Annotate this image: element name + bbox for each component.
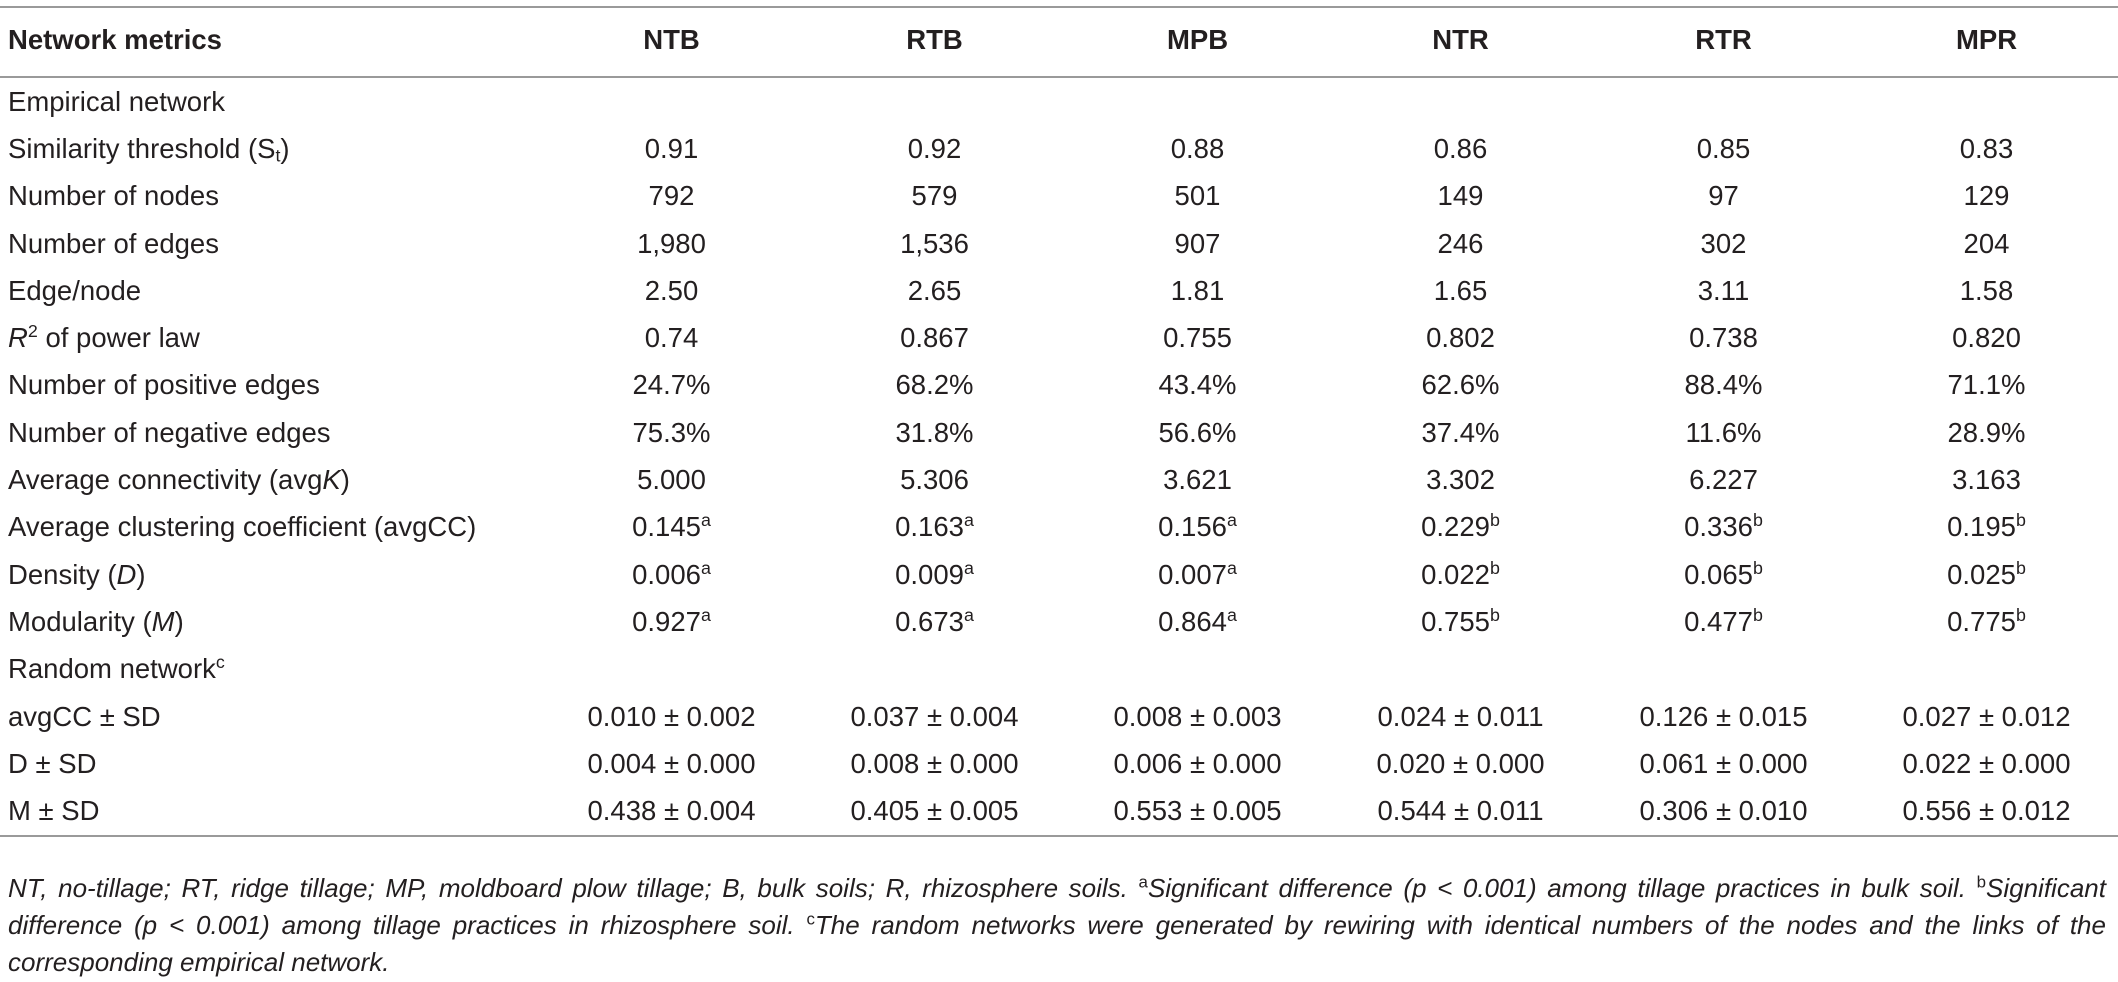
label-text: Similarity threshold (S xyxy=(8,132,276,164)
cell-mpb: 56.6% xyxy=(1158,416,1237,448)
footnote-abbreviations: NT, no-tillage; RT, ridge tillage; MP, moldboard plow tillage; B, bulk soils; R, rhizosphere soils. xyxy=(8,873,1128,903)
cell-rtr: 302 xyxy=(1700,227,1747,259)
cell-rtb: 0.037 ± 0.004 xyxy=(850,700,1019,732)
row-label xyxy=(0,314,540,361)
label-text: Modularity ( xyxy=(8,605,152,637)
row-label: Edge/node xyxy=(8,274,142,306)
section-row-random xyxy=(0,646,2118,693)
header-row xyxy=(0,7,2118,77)
cell-ntr: 0.86 xyxy=(1433,132,1488,164)
cell-ntr xyxy=(1329,504,1592,551)
row-label xyxy=(0,551,540,598)
cell-rtr: 0.738 xyxy=(1689,322,1758,354)
row-label: Number of nodes xyxy=(8,180,219,212)
significance-mark: a xyxy=(963,510,974,531)
cell-rtb: 31.8% xyxy=(895,416,974,448)
significance-mark: a xyxy=(1226,510,1237,531)
cell-ntr: 0.020 ± 0.000 xyxy=(1376,747,1545,779)
cell-value: 0.864 xyxy=(1158,605,1227,637)
cell-rtr: 3.11 xyxy=(1697,274,1750,306)
row-label: Average clustering coefficient (avgCC) xyxy=(8,511,477,543)
row-label: Number of edges xyxy=(8,227,219,259)
row-label: Number of positive edges xyxy=(8,369,320,401)
header-rtr: RTR xyxy=(1592,7,1855,77)
header-rtb: RTB xyxy=(803,7,1066,77)
label-italic: R xyxy=(8,322,28,354)
section-row-empirical xyxy=(0,77,2118,125)
cell-rtb: 579 xyxy=(911,180,958,212)
cell-ntb: 0.438 ± 0.004 xyxy=(540,787,803,835)
cell-value: 0.195 xyxy=(1947,511,2016,543)
cell-rtr xyxy=(1592,598,1855,645)
cell-value: 0.007 xyxy=(1158,558,1227,590)
cell-ntr xyxy=(1329,598,1592,645)
label-text: ) xyxy=(340,464,350,496)
cell-mpr xyxy=(1855,504,2118,551)
header-ntb: NTB xyxy=(540,7,803,77)
cell-ntr: 37.4% xyxy=(1421,416,1500,448)
cell-value: 0.065 xyxy=(1684,558,1753,590)
row-r2-power-law xyxy=(0,314,2118,361)
cell-mpr: 0.83 xyxy=(1959,132,2014,164)
cell-rtb xyxy=(803,598,1066,645)
cell-rtr: 0.126 ± 0.015 xyxy=(1639,700,1808,732)
cell-mpr: 129 xyxy=(1963,180,2010,212)
label-subscript: t xyxy=(275,145,281,166)
cell-rtb: 5.306 xyxy=(900,464,969,496)
cell-ntr: 0.024 ± 0.011 xyxy=(1377,700,1544,732)
cell-ntb xyxy=(540,504,803,551)
row-m-sd xyxy=(0,787,2118,835)
cell-value: 0.022 xyxy=(1421,558,1490,590)
cell-mpr: 1.58 xyxy=(1959,274,2014,306)
cell-ntb: 24.7% xyxy=(632,369,711,401)
cell-mpb: 0.553 ± 0.005 xyxy=(1066,787,1329,835)
row-density xyxy=(0,551,2118,598)
cell-rtb: 0.405 ± 0.005 xyxy=(803,787,1066,835)
cell-mpr: 28.9% xyxy=(1947,416,2026,448)
cell-rtr: 0.85 xyxy=(1696,132,1751,164)
label-text: Average connectivity (avg xyxy=(8,464,323,496)
cell-ntb: 1,980 xyxy=(637,227,706,259)
label-italic: K xyxy=(322,464,341,496)
cell-rtr: 6.227 xyxy=(1689,464,1758,496)
cell-rtb xyxy=(803,504,1066,551)
cell-mpr: 3.163 xyxy=(1952,464,2021,496)
label-text: ) xyxy=(280,132,290,164)
significance-mark: b xyxy=(1489,510,1500,531)
cell-mpr: 204 xyxy=(1963,227,2010,259)
row-label: Number of negative edges xyxy=(8,416,331,448)
cell-rtb: 68.2% xyxy=(895,369,974,401)
row-avgcc-sd xyxy=(0,693,2118,740)
cell-rtb xyxy=(803,551,1066,598)
cell-ntb: 75.3% xyxy=(632,416,711,448)
row-label xyxy=(0,456,540,503)
row-label: D ± SD xyxy=(8,747,97,779)
cell-mpr xyxy=(1855,598,2118,645)
cell-value: 0.775 xyxy=(1947,605,2016,637)
label-text: ) xyxy=(136,558,146,590)
cell-ntb: 0.91 xyxy=(644,132,699,164)
label-text: Density ( xyxy=(8,558,117,590)
cell-mpb: 0.008 ± 0.003 xyxy=(1113,700,1282,732)
cell-mpb xyxy=(1066,551,1329,598)
label-text: ) xyxy=(174,605,184,637)
cell-ntb: 2.50 xyxy=(644,274,699,306)
label-superscript: 2 xyxy=(27,321,38,342)
cell-value: 0.673 xyxy=(895,605,964,637)
cell-ntr: 3.302 xyxy=(1426,464,1495,496)
significance-mark: b xyxy=(1752,557,1763,578)
label-italic: D xyxy=(116,558,137,590)
cell-ntr: 246 xyxy=(1437,227,1484,259)
row-avg-connectivity xyxy=(0,456,2118,503)
section-label-empirical: Empirical network xyxy=(8,85,226,117)
section-label-text: Random network xyxy=(8,653,216,685)
row-edge-node xyxy=(0,267,2118,314)
cell-ntr: 62.6% xyxy=(1421,369,1500,401)
cell-rtb: 0.867 xyxy=(900,322,969,354)
cell-ntr: 0.802 xyxy=(1426,322,1495,354)
row-d-sd xyxy=(0,740,2118,787)
significance-mark: a xyxy=(1226,557,1237,578)
cell-ntr xyxy=(1329,551,1592,598)
footnote-a-text: Significant difference (p < 0.001) among tillage practices in bulk soil. xyxy=(1147,873,1966,903)
significance-mark: a xyxy=(963,557,974,578)
cell-value: 0.163 xyxy=(895,511,964,543)
cell-value: 0.006 xyxy=(632,558,701,590)
cell-ntb: 5.000 xyxy=(637,464,706,496)
cell-rtb: 1,536 xyxy=(900,227,969,259)
cell-rtr: 97 xyxy=(1708,180,1739,212)
cell-rtr xyxy=(1592,551,1855,598)
cell-rtr: 11.6% xyxy=(1685,416,1762,448)
cell-mpb xyxy=(1066,598,1329,645)
header-mpr: MPR xyxy=(1855,7,2118,77)
cell-value: 0.927 xyxy=(632,605,701,637)
cell-rtb: 2.65 xyxy=(907,274,962,306)
significance-mark: a xyxy=(700,605,711,626)
row-avg-clustering-coefficient xyxy=(0,504,2118,551)
header-mpb: MPB xyxy=(1066,7,1329,77)
cell-value: 0.156 xyxy=(1158,511,1227,543)
footnote-c-text: The random networks were generated by rewiring with identical numbers of the nodes and the links of the corresponding empirical network. xyxy=(8,910,2106,977)
row-negative-edges xyxy=(0,409,2118,456)
significance-mark: b xyxy=(2015,605,2026,626)
significance-mark: b xyxy=(1752,605,1763,626)
row-label xyxy=(0,125,540,172)
cell-mpr: 71.1% xyxy=(1947,369,2026,401)
row-modularity xyxy=(0,598,2118,645)
cell-rtb: 0.92 xyxy=(907,132,962,164)
footnote-b-text: Significant difference (p < 0.001) among tillage practices in rhizosphere soil. xyxy=(8,873,2106,940)
cell-value: 0.025 xyxy=(1947,558,2016,590)
cell-mpb: 907 xyxy=(1174,227,1221,259)
significance-mark: b xyxy=(1489,557,1500,578)
cell-ntr: 0.544 ± 0.011 xyxy=(1329,787,1592,835)
cell-value: 0.229 xyxy=(1421,511,1490,543)
significance-mark: b xyxy=(1489,605,1500,626)
cell-mpb: 3.621 xyxy=(1163,464,1232,496)
cell-ntb xyxy=(540,598,803,645)
label-text: of power law xyxy=(37,322,200,354)
cell-mpb xyxy=(1066,504,1329,551)
network-metrics-table xyxy=(0,6,2118,837)
cell-rtr: 0.061 ± 0.000 xyxy=(1639,747,1808,779)
cell-rtr: 0.306 ± 0.010 xyxy=(1592,787,1855,835)
significance-mark: a xyxy=(1226,605,1237,626)
cell-ntb: 792 xyxy=(648,180,695,212)
header-ntr: NTR xyxy=(1329,7,1592,77)
cell-rtb: 0.008 ± 0.000 xyxy=(850,747,1019,779)
row-label xyxy=(0,598,540,645)
significance-mark: b xyxy=(1752,510,1763,531)
cell-ntb: 0.010 ± 0.002 xyxy=(587,700,756,732)
footnote-mark-a: a xyxy=(1138,872,1148,892)
cell-mpr: 0.022 ± 0.000 xyxy=(1902,747,2071,779)
label-italic: M xyxy=(151,605,175,637)
footnote-mark: c xyxy=(215,652,225,673)
cell-ntb: 0.004 ± 0.000 xyxy=(587,747,756,779)
cell-mpr xyxy=(1855,551,2118,598)
significance-mark: a xyxy=(700,557,711,578)
cell-rtr: 88.4% xyxy=(1684,369,1763,401)
cell-ntb xyxy=(540,551,803,598)
row-number-of-nodes xyxy=(0,173,2118,220)
cell-mpb: 0.755 xyxy=(1163,322,1232,354)
cell-value: 0.009 xyxy=(895,558,964,590)
cell-mpb: 0.006 ± 0.000 xyxy=(1113,747,1282,779)
significance-mark: b xyxy=(2015,510,2026,531)
significance-mark: b xyxy=(2015,557,2026,578)
footnote-mark-c: c xyxy=(806,909,815,929)
cell-value: 0.145 xyxy=(632,511,701,543)
table-footnote xyxy=(8,870,2106,981)
row-number-of-edges xyxy=(0,220,2118,267)
cell-mpb: 0.88 xyxy=(1170,132,1225,164)
cell-ntr: 1.65 xyxy=(1433,274,1488,306)
section-label-random xyxy=(0,646,2118,693)
network-metrics-table-container xyxy=(0,6,2118,837)
cell-mpr: 0.820 xyxy=(1952,322,2021,354)
cell-value: 0.336 xyxy=(1684,511,1753,543)
row-label: M ± SD xyxy=(0,787,540,835)
row-label: avgCC ± SD xyxy=(8,700,161,732)
header-network-metrics: Network metrics xyxy=(0,7,540,77)
cell-value: 0.477 xyxy=(1684,605,1753,637)
cell-mpb: 43.4% xyxy=(1158,369,1237,401)
cell-mpr: 0.556 ± 0.012 xyxy=(1855,787,2118,835)
significance-mark: a xyxy=(963,605,974,626)
row-similarity-threshold xyxy=(0,125,2118,172)
footnote-mark-b: b xyxy=(1976,872,1987,892)
cell-mpb: 1.81 xyxy=(1170,274,1225,306)
cell-mpr: 0.027 ± 0.012 xyxy=(1902,700,2071,732)
cell-rtr xyxy=(1592,504,1855,551)
cell-ntr: 149 xyxy=(1437,180,1484,212)
significance-mark: a xyxy=(700,510,711,531)
row-positive-edges xyxy=(0,362,2118,409)
cell-ntb: 0.74 xyxy=(644,322,699,354)
cell-value: 0.755 xyxy=(1421,605,1490,637)
cell-mpb: 501 xyxy=(1174,180,1221,212)
